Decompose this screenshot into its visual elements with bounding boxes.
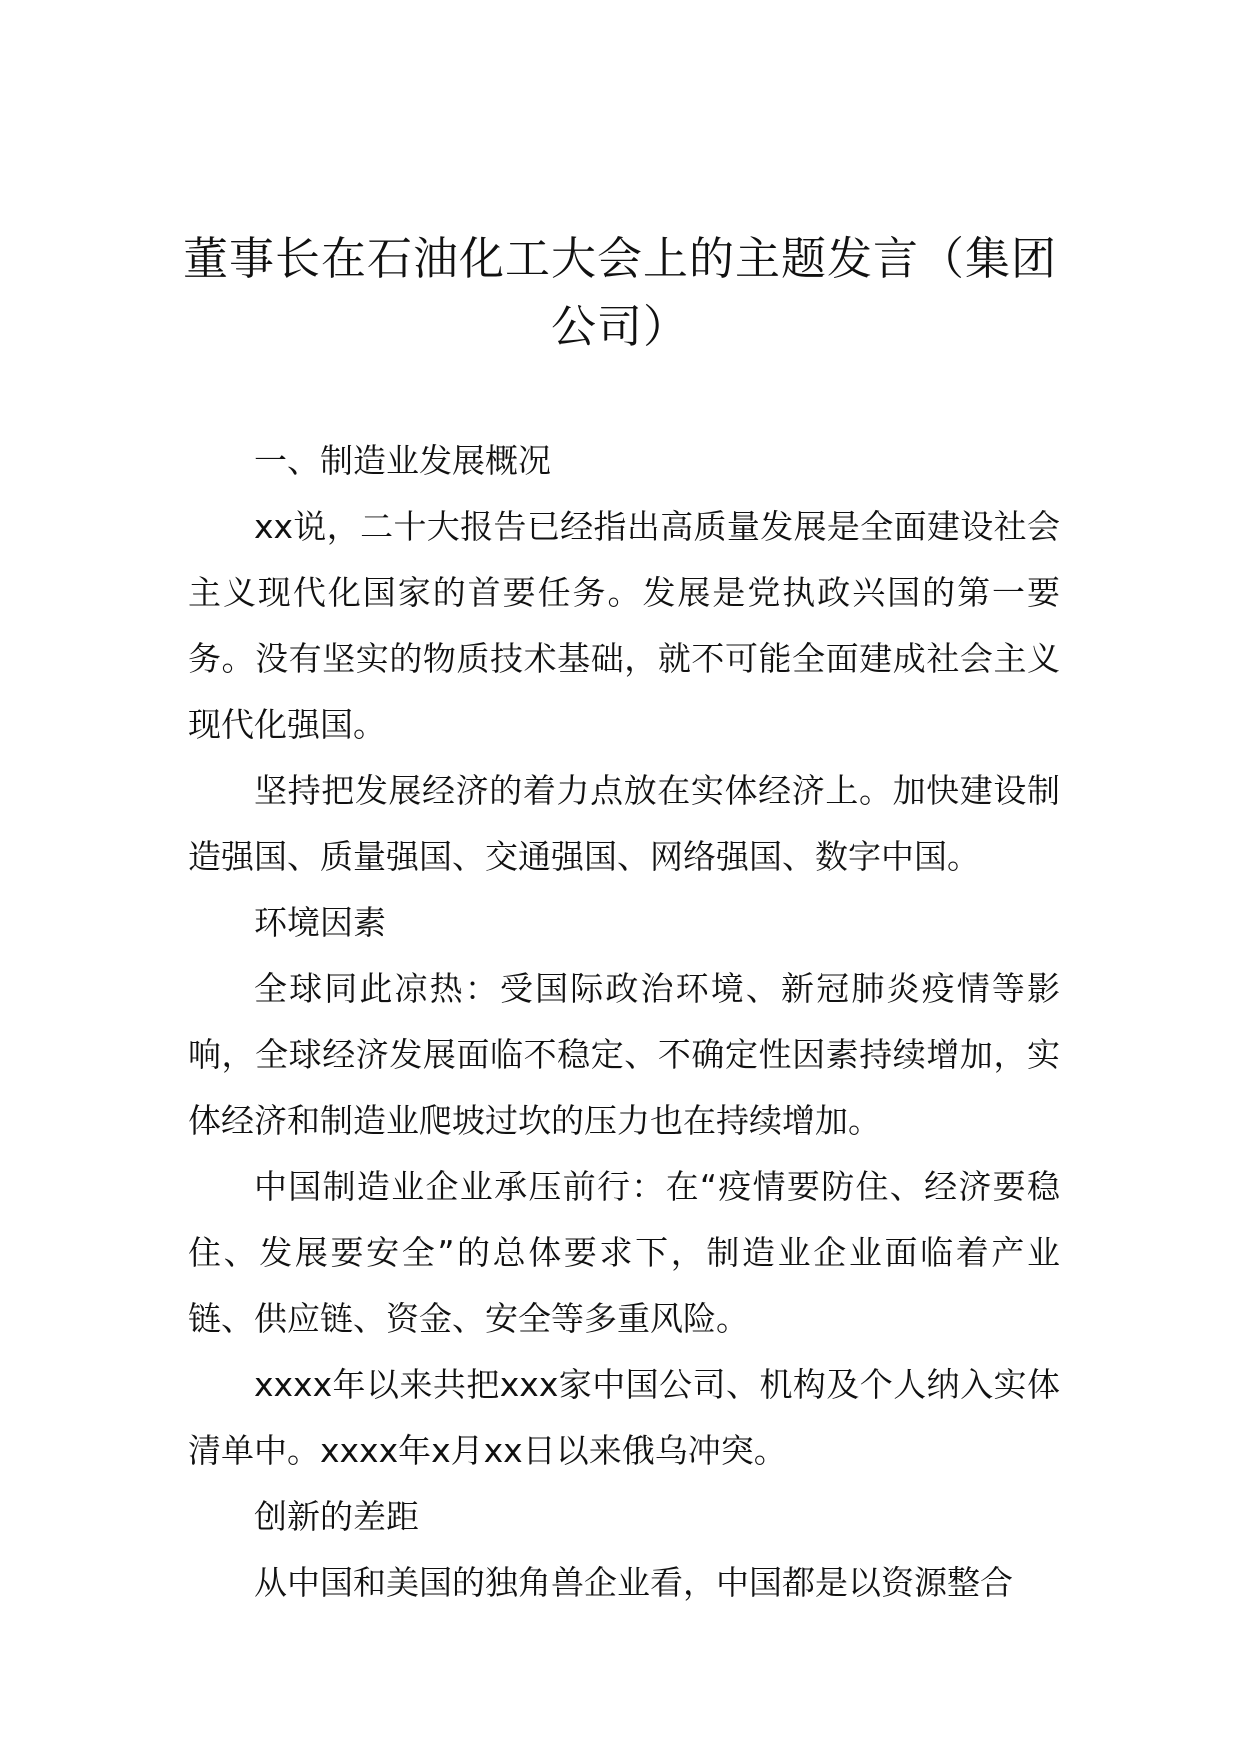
document-body (188, 428, 1060, 1616)
paragraph: xxxx年以来共把xxx家中国公司、机构及个人纳入实体清单中。xxxx年x月xx日以来俄乌冲突。 (188, 1365, 1060, 1470)
subsection-heading: 创新的差距 (254, 1497, 419, 1536)
section-heading: 一、制造业发展概况 (254, 441, 551, 480)
paragraph: 中国制造业企业承压前行：在“疫情要防住、经济要稳住、发展要安全”的总体要求下，制造业企业面临着产业链、供应链、资金、安全等多重风险。 (188, 1167, 1060, 1338)
paragraph: 全球同此凉热：受国际政治环境、新冠肺炎疫情等影响，全球经济发展面临不稳定、不确定性因素持续增加，实体经济和制造业爬坡过坎的压力也在持续增加。 (188, 969, 1060, 1140)
document-title: 董事长在石油化工大会上的主题发言（集团公司） (182, 232, 1057, 353)
subsection-heading: 环境因素 (254, 903, 386, 942)
paragraph: 坚持把发展经济的着力点放在实体经济上。加快建设制造强国、质量强国、交通强国、网络强国、数字中国。 (188, 771, 1060, 876)
paragraph: xx说，二十大报告已经指出高质量发展是全面建设社会主义现代化国家的首要任务。发展是党执政兴国的第一要务。没有坚实的物质技术基础，就不可能全面建成社会主义现代化强国。 (188, 507, 1060, 744)
paragraph: 从中国和美国的独角兽企业看，中国都是以资源整合 (254, 1563, 1013, 1602)
